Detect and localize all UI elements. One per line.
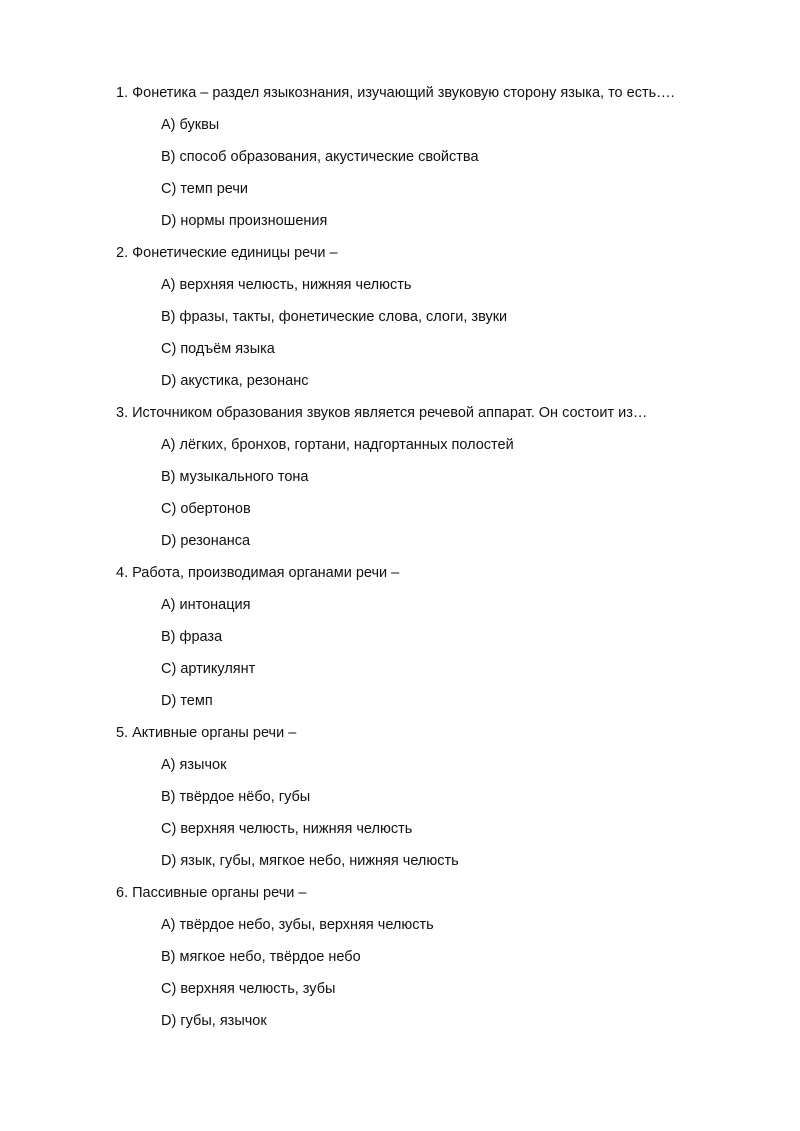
option-b: B) фразы, такты, фонетические слова, слоги, звуки [161,309,508,325]
option-c: C) артикулянт [161,661,256,677]
question-1 [0,77,800,237]
question-6 [0,877,800,1037]
question-5 [0,717,800,877]
option-d: D) язык, губы, мягкое небо, нижняя челюсть [161,853,459,869]
question-2 [0,237,800,397]
question-text: 2. Фонетические единицы речи – [116,245,338,261]
option-a: A) твёрдое небо, зубы, верхняя челюсть [161,917,434,933]
option-a: A) лёгких, бронхов, гортани, надгортанных полостей [161,437,514,453]
option-d: D) нормы произношения [161,213,328,229]
option-c: C) обертонов [161,501,251,517]
option-c: C) темп речи [161,181,249,197]
option-d: D) резонанса [161,533,251,549]
question-4 [0,557,800,717]
option-d: D) темп [161,693,213,709]
option-c: C) подъём языка [161,341,275,357]
option-b: B) фраза [161,629,223,645]
option-b: B) мягкое небо, твёрдое небо [161,949,361,965]
option-c: C) верхняя челюсть, нижняя челюсть [161,821,413,837]
option-a: A) буквы [161,117,220,133]
question-3 [0,397,800,557]
option-b: B) твёрдое нёбо, губы [161,789,311,805]
option-d: D) акустика, резонанс [161,373,309,389]
question-text: 6. Пассивные органы речи – [116,885,307,901]
option-d: D) губы, язычок [161,1013,267,1029]
question-text: 1. Фонетика – раздел языкознания, изучающий звуковую сторону языка, то есть…. [116,85,675,101]
question-text: 3. Источником образования звуков является речевой аппарат. Он состоит из… [116,405,648,421]
question-text: 5. Активные органы речи – [116,725,297,741]
question-text: 4. Работа, производимая органами речи – [116,565,400,581]
option-b: B) музыкального тона [161,469,309,485]
option-b: B) способ образования, акустические свойства [161,149,479,165]
option-a: A) интонация [161,597,251,613]
option-a: A) язычок [161,757,227,773]
option-c: C) верхняя челюсть, зубы [161,981,336,997]
option-a: A) верхняя челюсть, нижняя челюсть [161,277,412,293]
